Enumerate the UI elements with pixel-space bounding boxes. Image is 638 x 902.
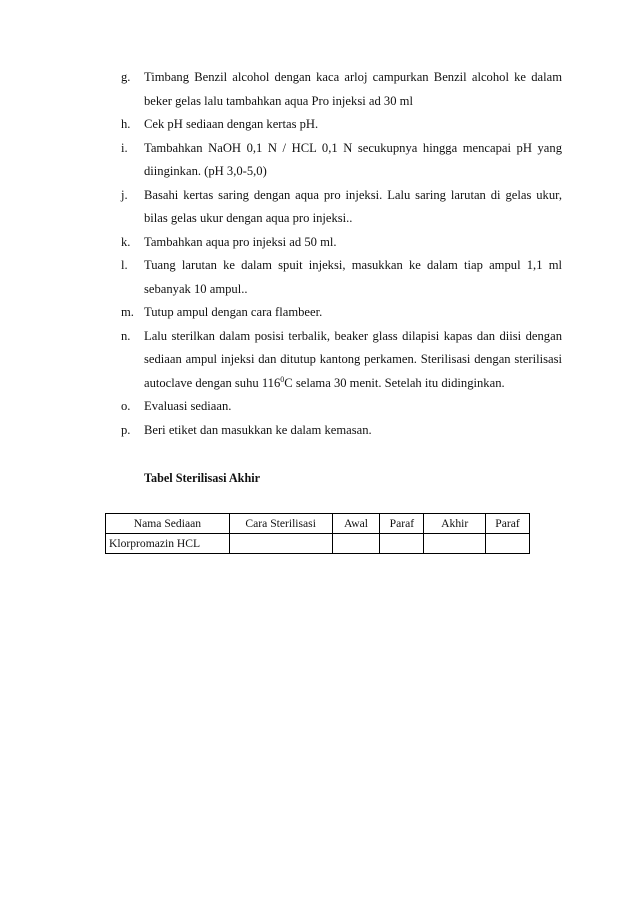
table-title: Tabel Sterilisasi Akhir (144, 471, 261, 485)
step-h (121, 113, 562, 137)
step-n (121, 325, 562, 396)
step-marker: p. (121, 422, 131, 437)
step-marker: l. (121, 258, 128, 272)
degree-superscript: 0 (280, 374, 285, 384)
column-header: Awal (332, 514, 380, 534)
step-text-part: Lalu sterilkan dalam posisi terbalik, beaker glass dilapisi kapas dan diisi dengan sediaan ampul injeksi dan ditutup kantong perkamen. Sterilisasi dengan sterilisasi autoclave dengan suhu 116 (144, 328, 562, 390)
step-marker: m. (121, 305, 134, 319)
step-text: Cek pH sediaan dengan kertas pH. (144, 117, 319, 131)
table-cell (424, 534, 486, 554)
step-k (121, 231, 562, 255)
table-header-row (106, 514, 530, 534)
step-text: Tambahkan aqua pro injeksi ad 50 ml. (144, 234, 337, 249)
column-header: Akhir (424, 514, 486, 534)
procedure-steps (121, 66, 562, 442)
table-cell (486, 534, 530, 554)
step-text: Basahi kertas saring dengan aqua pro injeksi. Lalu saring larutan di gelas ukur, bilas gelas ukur dengan aqua pro injeksi.. (144, 187, 562, 225)
step-m (121, 301, 562, 325)
step-p (121, 419, 562, 443)
step-i (121, 137, 562, 184)
step-j (121, 184, 562, 231)
step-text: Beri etiket dan masukkan ke dalam kemasan. (144, 422, 372, 437)
table-cell (380, 534, 424, 554)
step-text: Tambahkan NaOH 0,1 N / HCL 0,1 N secukupnya hingga mencapai pH yang diinginkan. (pH 3,0-5,0) (144, 140, 562, 178)
sterilization-table (105, 513, 530, 554)
step-marker: g. (121, 70, 131, 84)
step-marker: h. (121, 117, 131, 131)
column-header: Paraf (486, 514, 530, 534)
step-marker: j. (121, 187, 128, 202)
step-text (144, 325, 562, 396)
step-text-part: C selama 30 menit. Setelah itu didinginkan. (284, 375, 505, 390)
step-text: Tuang larutan ke dalam spuit injeksi, masukkan ke dalam tiap ampul 1,1 ml sebanyak 10 ampul.. (144, 258, 562, 296)
table-row (106, 534, 530, 554)
step-l (121, 254, 562, 301)
step-text: Tutup ampul dengan cara flambeer. (144, 305, 323, 319)
step-o (121, 395, 562, 419)
step-marker: k. (121, 234, 131, 249)
table-cell (332, 534, 380, 554)
step-marker: o. (121, 399, 131, 413)
step-g (121, 66, 562, 113)
column-header: Nama Sediaan (106, 514, 230, 534)
table-cell: Klorpromazin HCL (106, 534, 230, 554)
column-header: Cara Sterilisasi (229, 514, 332, 534)
step-text: Timbang Benzil alcohol dengan kaca arloj campurkan Benzil alcohol ke dalam beker gelas lalu tambahkan aqua Pro injeksi ad 30 ml (144, 70, 562, 108)
step-marker: n. (121, 328, 131, 343)
table-cell (229, 534, 332, 554)
column-header: Paraf (380, 514, 424, 534)
step-marker: i. (121, 140, 128, 155)
step-text: Evaluasi sediaan. (144, 399, 232, 413)
